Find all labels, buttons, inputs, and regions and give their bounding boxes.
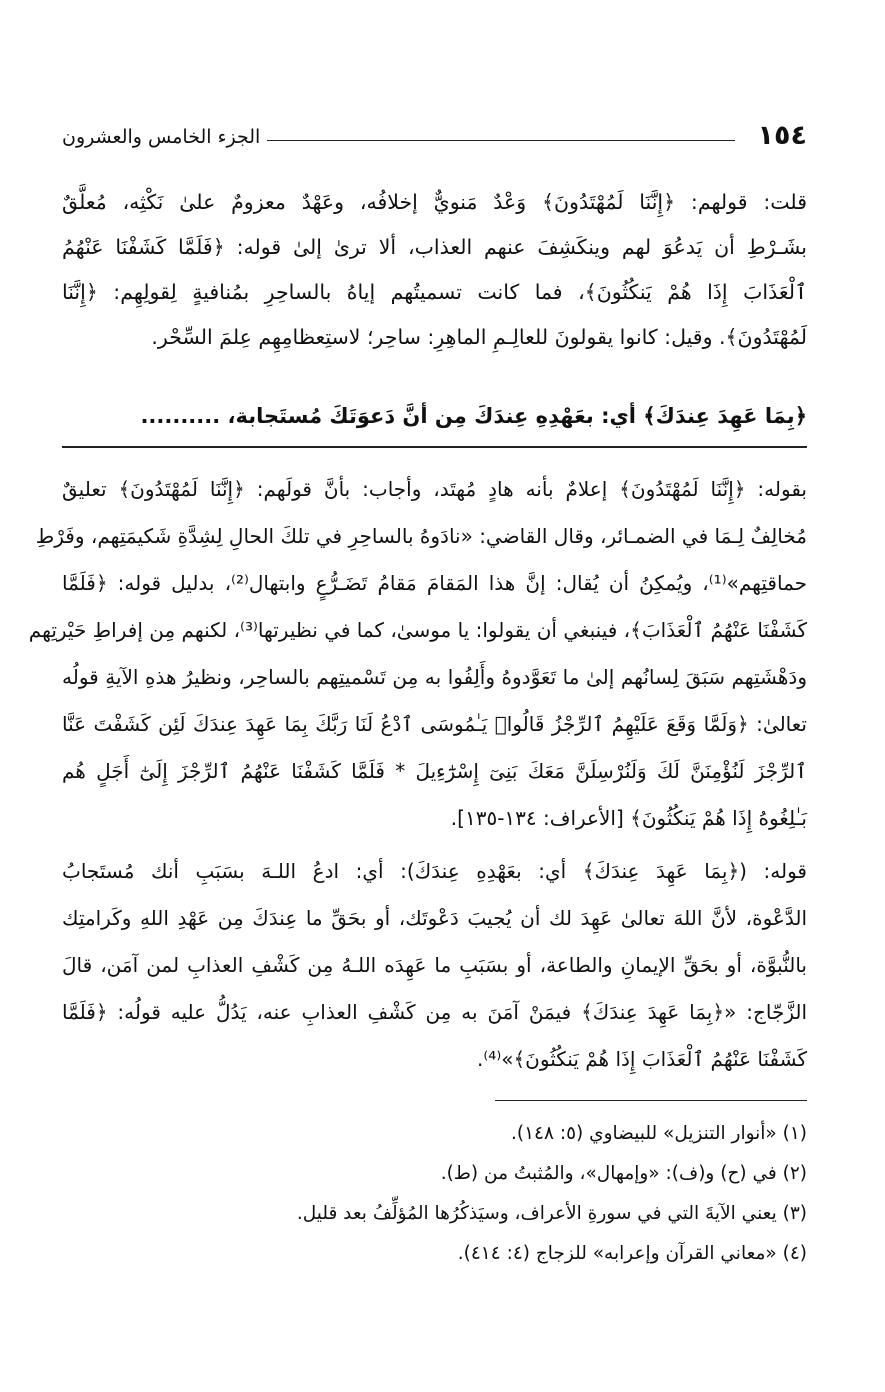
section-divider	[62, 446, 807, 448]
footnotes	[107, 1114, 807, 1274]
passage-line: قلت: قولهم: ﴿إِنَّنَا لَمُهْتَدُونَ﴾ وَعْدٌ مَنويٌّ إخلافُه، وعَهْدٌ معزومٌ علىٰ نَكْثِه، مُعلَّقٌ	[62, 190, 807, 214]
footnote-rule	[495, 1100, 807, 1101]
running-title: الجزء الخامس والعشرون	[62, 126, 261, 148]
commentary-line: الدَّعْوة، لأنَّ اللهَ تعالىٰ عَهِدَ لك أن يُجيبَ دَعْوتَك، أو بحَقِّ ما عِندَكَ مِن عَهْدِ اللهِ وكَرامتِك	[62, 906, 807, 930]
commentary-line: حماقتِهم»⁽¹⁾، ويُمكِنُ أن يُقال: إنَّ هذا المَقامَ مَقامُ تَضَـرُّعٍ وابتهال⁽²⁾، بدليل قوله: ﴿فَلَمَّا	[62, 571, 807, 595]
commentary-line: مُخالِفٌ لِـمَا في الضمـائر، وقال القاضي: «نادَوهُ بالساحِرِ في تلكَ الحالِ لِشِدَّةِ شَكيمَتِهم، وفَرْطِ	[35, 524, 807, 548]
commentary-line: بقوله: ﴿إِنَّنَا لَمُهْتَدُونَ﴾ إعلامٌ بأنه هادٍ مُهتَد، وأجاب: بأنَّ قولَهم: ﴿إِنَّنَا لَمُهْتَدُونَ﴾ تعليقٌ	[62, 477, 807, 501]
footnote-2: (٢) في (ح) و(ف): «وإمهال»، والمُثبتُ من (ط).	[440, 1163, 807, 1184]
commentary-line: بَـٰلِغُوهُ إِذَا هُمْ يَنكُثُونَ﴾ [الأعراف: ١٣٤-١٣٥].	[450, 806, 807, 830]
page-number: ١٥٤	[757, 120, 807, 151]
commentary-line: ودَهْشَتِهم سَبَقَ لِسانُهم إلىٰ ما تَعَوَّدوهُ وأَلِفُوا به مِن تَسْميتِهم بالساحِر، ونظيرُ هذهِ الآيةِ قولُه	[62, 665, 807, 689]
passage-line: بشَـرْطِ أن يَدعُوَ لهم وينكَشِفَ عنهم العذاب، ألا ترىٰ إلىٰ قوله: ﴿فَلَمَّا كَشَفْنَا عَنْهُمُ	[62, 235, 807, 259]
commentary-line: الزَّجّاج: «﴿بِمَا عَهِدَ عِندَكَ﴾ فيمَنْ آمَنَ به مِن كَشْفِ العذابِ عنه، يَدُلُّ عليه قولُه: ﴿فَلَمَّا	[62, 1000, 807, 1024]
header-rule	[267, 140, 735, 141]
commentary-line: قوله: (﴿بِمَا عَهِدَ عِندَكَ﴾ أي: بعَهْدِهِ عِندَكَ): أي: ادعُ اللـهَ بسَبَبِ أنك مُستَجابُ	[62, 859, 807, 883]
commentary-line: بالنُّبوَّة، أو بحَقِّ الإيمانِ والطاعة، أو بسَبَبِ ما عَهِدَه اللـهُ مِن كَشْفِ العذابِ لمن آمَن، قالَ	[62, 953, 807, 977]
quoted-passage	[62, 180, 807, 360]
footnote-3: (٣) يعني الآيةَ التي في سورةِ الأعراف، وسيَذكُرُها المُؤلِّفُ بعد قليل.	[296, 1203, 807, 1224]
commentary-line: ٱلرِّجْزَ لَنُؤْمِنَنَّ لَكَ وَلَنُرْسِلَنَّ مَعَكَ بَنِىٓ إِسْرَٰٓءِيلَ * فَلَمَّا كَشَفْنَا عَنْهُمُ ٱلرِّجْزَ إِلَىٰٓ أَجَلٍ هُم	[62, 759, 807, 783]
passage-line: لَمُهْتَدُونَ﴾. وقيل: كانوا يقولونَ للعالِـمِ الماهِرِ: ساحِر؛ لاستِعظامِهِم عِلمَ السِّحْر.	[151, 325, 807, 349]
commentary-line: تعالىٰ: ﴿وَلَمَّا وَقَعَ عَلَيْهِمُ ٱلرِّجْزُ قَالُوا۟ يَـٰمُوسَى ٱدْعُ لَنَا رَبَّكَ بِمَا عَهِدَ عِندَكَ لَئِن كَشَفْتَ عَنَّا	[62, 712, 807, 736]
commentary-paragraph-1	[28, 466, 807, 842]
footnote-4: (٤) «معاني القرآن وإعرابه» للزجاج (٤: ٤١٤).	[457, 1243, 807, 1264]
commentary-line: كَشَفْنَا عَنْهُمُ ٱلْعَذَابَ﴾، فينبغي أن يقولوا: يا موسىٰ، كما في نظيرتها⁽³⁾، لكنهم مِن إفراطِ حَيْرتِهم	[28, 618, 807, 642]
page-header	[62, 118, 807, 158]
footnote-1: (١) «أنوار التنزيل» للبيضاوي (٥: ١٤٨).	[511, 1123, 807, 1144]
commentary-line: كَشَفْنَا عَنْهُمُ ٱلْعَذَابَ إِذَا هُمْ يَنكُثُونَ﴾»⁽⁴⁾.	[477, 1047, 807, 1071]
commentary-paragraph-2	[62, 848, 807, 1083]
lemma-line: ﴿بِمَا عَهِدَ عِندَكَ﴾ أي: بعَهْدِهِ عِندَكَ مِن أنَّ دَعوَتَكَ مُستَجابة، ..........	[140, 404, 807, 428]
passage-line: ٱلْعَذَابَ إِذَا هُمْ يَنكُثُونَ﴾، فما كانت تسميتُهم إياهُ بالساحِرِ بمُنافيةٍ لِقولِهِم: ﴿إِنَّنَا	[62, 280, 807, 304]
